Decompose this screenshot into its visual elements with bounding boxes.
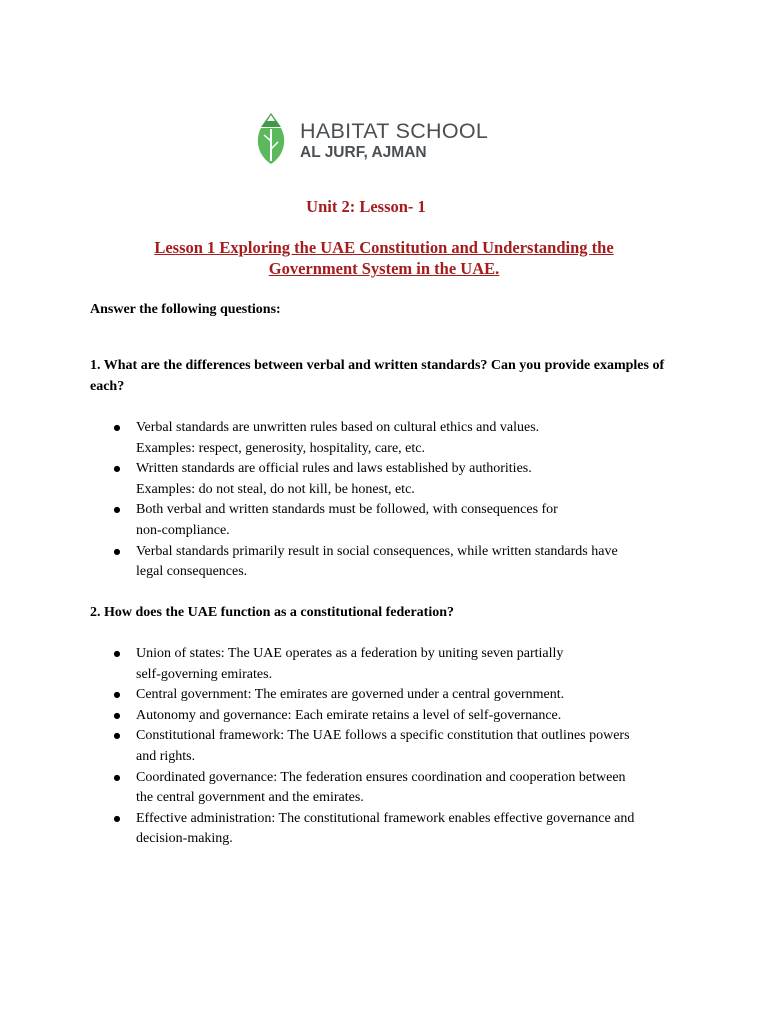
bullet-icon: ● <box>113 423 121 432</box>
answer-list-1 <box>111 418 681 583</box>
bullet-icon: ● <box>113 649 121 658</box>
list-item: ● Both verbal and written standards must be followed, with consequences for non-compliance. <box>111 500 681 541</box>
school-name: HABITAT SCHOOL <box>300 119 489 143</box>
list-item: ● Union of states: The UAE operates as a federation by uniting seven partially self-governing emirates. <box>111 644 681 685</box>
pencil-leaf-icon <box>255 111 287 165</box>
bullet-icon: ● <box>113 505 121 515</box>
list-item: ● Verbal standards primarily result in social consequences, while written standards have legal consequences. <box>111 542 681 583</box>
list-item: ● Written standards are official rules and laws established by authorities. Examples: do not steal, do not kill, be honest, etc. <box>111 459 681 500</box>
answer-list-2 <box>111 644 681 850</box>
school-logo <box>255 111 515 167</box>
bullet-icon: ● <box>113 464 121 474</box>
question-2: 2. How does the UAE function as a constitutional federation? <box>90 605 455 620</box>
list-item: ● Effective administration: The constitutional framework enables effective governance and decision-making. <box>111 809 681 850</box>
list-item: ● Verbal standards are unwritten rules based on cultural ethics and values. Examples: respect, generosity, hospitality, care, etc. <box>111 418 681 459</box>
instruction-text: Answer the following questions: <box>90 302 281 317</box>
bullet-icon: ● <box>113 813 121 823</box>
list-item: ● Coordinated governance: The federation ensures coordination and cooperation between the central government and the emirates. <box>111 768 681 809</box>
question-1: 1. What are the differences between verbal and written standards? Can you provide examples of each? <box>90 358 665 394</box>
bullet-icon: ● <box>113 710 121 720</box>
list-item: ● Constitutional framework: The UAE follows a specific constitution that outlines powers and rights. <box>111 726 681 767</box>
bullet-icon: ● <box>113 690 121 700</box>
bullet-icon: ● <box>113 731 121 741</box>
list-item: ● Central government: The emirates are governed under a central government. <box>111 685 681 706</box>
bullet-icon: ● <box>113 772 121 782</box>
school-location: AL JURF, AJMAN <box>300 144 427 161</box>
lesson-title: Lesson 1 Exploring the UAE Constitution and Understanding the Government System in the UAE. <box>154 238 614 278</box>
unit-title: Unit 2: Lesson- 1 <box>306 197 426 216</box>
bullet-icon: ● <box>113 546 121 556</box>
list-item: ● Autonomy and governance: Each emirate retains a level of self-governance. <box>111 706 681 727</box>
